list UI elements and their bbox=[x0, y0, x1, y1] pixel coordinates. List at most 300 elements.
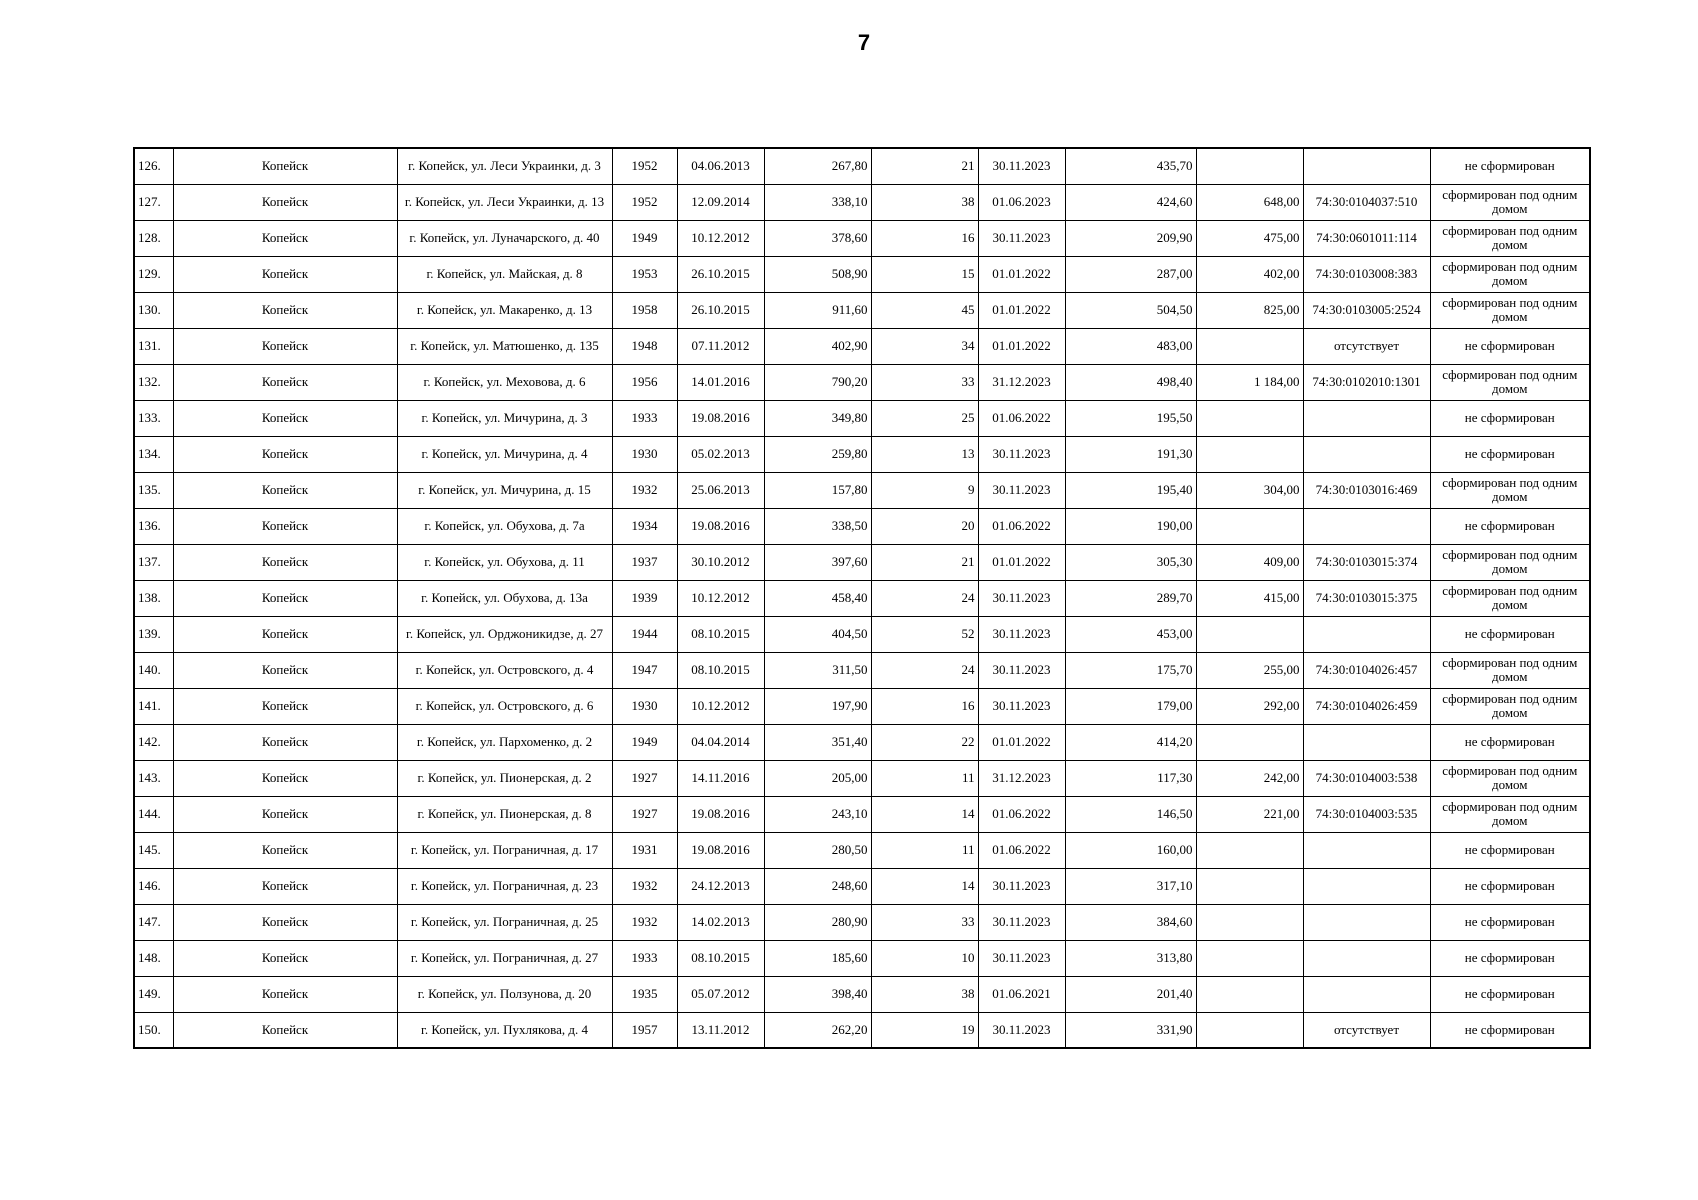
cadastral-number-cell: 74:30:0104037:510 bbox=[1303, 184, 1430, 220]
recognition-date-cell: 19.08.2016 bbox=[677, 796, 764, 832]
cadastral-number-cell bbox=[1303, 508, 1430, 544]
land-status-cell: сформирован под одним домом bbox=[1430, 472, 1590, 508]
row-number: 136. bbox=[134, 508, 173, 544]
land-area-cell bbox=[1196, 436, 1303, 472]
land-area-cell: 242,00 bbox=[1196, 760, 1303, 796]
row-number: 146. bbox=[134, 868, 173, 904]
recognition-date-cell: 14.11.2016 bbox=[677, 760, 764, 796]
recognition-date-cell: 25.06.2013 bbox=[677, 472, 764, 508]
recognition-date-cell: 04.04.2014 bbox=[677, 724, 764, 760]
row-number: 134. bbox=[134, 436, 173, 472]
area-cell: 243,10 bbox=[764, 796, 871, 832]
year-built-cell: 1957 bbox=[612, 1012, 677, 1048]
row-number: 126. bbox=[134, 148, 173, 184]
land-area-cell: 475,00 bbox=[1196, 220, 1303, 256]
recognition-date-cell: 30.10.2012 bbox=[677, 544, 764, 580]
residents-cell: 14 bbox=[871, 868, 978, 904]
residents-cell: 33 bbox=[871, 904, 978, 940]
volume-cell: 331,90 bbox=[1065, 1012, 1196, 1048]
recognition-date-cell: 26.10.2015 bbox=[677, 292, 764, 328]
row-number: 132. bbox=[134, 364, 173, 400]
residents-cell: 11 bbox=[871, 760, 978, 796]
residents-cell: 34 bbox=[871, 328, 978, 364]
residents-cell: 16 bbox=[871, 688, 978, 724]
city-cell: Копейск bbox=[173, 796, 397, 832]
area-cell: 267,80 bbox=[764, 148, 871, 184]
year-built-cell: 1933 bbox=[612, 400, 677, 436]
area-cell: 338,50 bbox=[764, 508, 871, 544]
table-row bbox=[134, 904, 1590, 940]
table-row bbox=[134, 328, 1590, 364]
land-status-cell: не сформирован bbox=[1430, 904, 1590, 940]
planned-date-cell: 01.01.2022 bbox=[978, 724, 1065, 760]
year-built-cell: 1932 bbox=[612, 472, 677, 508]
planned-date-cell: 30.11.2023 bbox=[978, 436, 1065, 472]
residents-cell: 25 bbox=[871, 400, 978, 436]
residents-cell: 24 bbox=[871, 652, 978, 688]
row-number: 129. bbox=[134, 256, 173, 292]
planned-date-cell: 01.06.2022 bbox=[978, 400, 1065, 436]
address-cell: г. Копейск, ул. Пограничная, д. 23 bbox=[397, 868, 612, 904]
address-cell: г. Копейск, ул. Пархоменко, д. 2 bbox=[397, 724, 612, 760]
recognition-date-cell: 19.08.2016 bbox=[677, 508, 764, 544]
volume-cell: 289,70 bbox=[1065, 580, 1196, 616]
table-body bbox=[134, 148, 1590, 1048]
cadastral-number-cell: отсутствует bbox=[1303, 1012, 1430, 1048]
row-number: 127. bbox=[134, 184, 173, 220]
planned-date-cell: 31.12.2023 bbox=[978, 760, 1065, 796]
volume-cell: 504,50 bbox=[1065, 292, 1196, 328]
land-area-cell: 255,00 bbox=[1196, 652, 1303, 688]
table-row bbox=[134, 544, 1590, 580]
address-cell: г. Копейск, ул. Пионерская, д. 2 bbox=[397, 760, 612, 796]
land-status-cell: не сформирован bbox=[1430, 724, 1590, 760]
volume-cell: 453,00 bbox=[1065, 616, 1196, 652]
row-number: 130. bbox=[134, 292, 173, 328]
address-cell: г. Копейск, ул. Пограничная, д. 17 bbox=[397, 832, 612, 868]
land-status-cell: не сформирован bbox=[1430, 436, 1590, 472]
planned-date-cell: 30.11.2023 bbox=[978, 472, 1065, 508]
area-cell: 185,60 bbox=[764, 940, 871, 976]
land-status-cell: сформирован под одним домом bbox=[1430, 544, 1590, 580]
recognition-date-cell: 26.10.2015 bbox=[677, 256, 764, 292]
residents-cell: 10 bbox=[871, 940, 978, 976]
residents-cell: 19 bbox=[871, 1012, 978, 1048]
year-built-cell: 1952 bbox=[612, 184, 677, 220]
residents-cell: 33 bbox=[871, 364, 978, 400]
area-cell: 280,50 bbox=[764, 832, 871, 868]
cadastral-number-cell: отсутствует bbox=[1303, 328, 1430, 364]
table-row bbox=[134, 940, 1590, 976]
land-status-cell: не сформирован bbox=[1430, 508, 1590, 544]
row-number: 149. bbox=[134, 976, 173, 1012]
year-built-cell: 1932 bbox=[612, 868, 677, 904]
land-status-cell: не сформирован bbox=[1430, 616, 1590, 652]
planned-date-cell: 01.01.2022 bbox=[978, 292, 1065, 328]
residents-cell: 38 bbox=[871, 976, 978, 1012]
row-number: 145. bbox=[134, 832, 173, 868]
volume-cell: 305,30 bbox=[1065, 544, 1196, 580]
recognition-date-cell: 10.12.2012 bbox=[677, 220, 764, 256]
planned-date-cell: 30.11.2023 bbox=[978, 616, 1065, 652]
cadastral-number-cell bbox=[1303, 724, 1430, 760]
recognition-date-cell: 14.01.2016 bbox=[677, 364, 764, 400]
land-status-cell: сформирован под одним домом bbox=[1430, 688, 1590, 724]
residents-cell: 13 bbox=[871, 436, 978, 472]
address-cell: г. Копейск, ул. Пограничная, д. 25 bbox=[397, 904, 612, 940]
address-cell: г. Копейск, ул. Обухова, д. 7а bbox=[397, 508, 612, 544]
row-number: 142. bbox=[134, 724, 173, 760]
city-cell: Копейск bbox=[173, 760, 397, 796]
table-row bbox=[134, 796, 1590, 832]
area-cell: 259,80 bbox=[764, 436, 871, 472]
volume-cell: 483,00 bbox=[1065, 328, 1196, 364]
address-cell: г. Копейск, ул. Матюшенко, д. 135 bbox=[397, 328, 612, 364]
planned-date-cell: 01.01.2022 bbox=[978, 256, 1065, 292]
area-cell: 349,80 bbox=[764, 400, 871, 436]
cadastral-number-cell: 74:30:0104026:457 bbox=[1303, 652, 1430, 688]
planned-date-cell: 30.11.2023 bbox=[978, 580, 1065, 616]
residents-cell: 16 bbox=[871, 220, 978, 256]
land-area-cell: 304,00 bbox=[1196, 472, 1303, 508]
land-status-cell: не сформирован bbox=[1430, 148, 1590, 184]
area-cell: 404,50 bbox=[764, 616, 871, 652]
land-status-cell: не сформирован bbox=[1430, 868, 1590, 904]
volume-cell: 201,40 bbox=[1065, 976, 1196, 1012]
area-cell: 911,60 bbox=[764, 292, 871, 328]
table-row bbox=[134, 1012, 1590, 1048]
recognition-date-cell: 07.11.2012 bbox=[677, 328, 764, 364]
table-row bbox=[134, 436, 1590, 472]
land-area-cell bbox=[1196, 148, 1303, 184]
area-cell: 508,90 bbox=[764, 256, 871, 292]
address-cell: г. Копейск, ул. Пухлякова, д. 4 bbox=[397, 1012, 612, 1048]
land-area-cell bbox=[1196, 904, 1303, 940]
address-cell: г. Копейск, ул. Пионерская, д. 8 bbox=[397, 796, 612, 832]
volume-cell: 414,20 bbox=[1065, 724, 1196, 760]
cadastral-number-cell bbox=[1303, 868, 1430, 904]
city-cell: Копейск bbox=[173, 976, 397, 1012]
planned-date-cell: 30.11.2023 bbox=[978, 220, 1065, 256]
cadastral-number-cell: 74:30:0103015:374 bbox=[1303, 544, 1430, 580]
residents-cell: 20 bbox=[871, 508, 978, 544]
address-cell: г. Копейск, ул. Орджоникидзе, д. 27 bbox=[397, 616, 612, 652]
row-number: 138. bbox=[134, 580, 173, 616]
volume-cell: 195,40 bbox=[1065, 472, 1196, 508]
year-built-cell: 1927 bbox=[612, 760, 677, 796]
cadastral-number-cell bbox=[1303, 976, 1430, 1012]
table-row bbox=[134, 148, 1590, 184]
land-status-cell: не сформирован bbox=[1430, 832, 1590, 868]
volume-cell: 190,00 bbox=[1065, 508, 1196, 544]
address-cell: г. Копейск, ул. Пограничная, д. 27 bbox=[397, 940, 612, 976]
table-row bbox=[134, 976, 1590, 1012]
land-status-cell: сформирован под одним домом bbox=[1430, 652, 1590, 688]
address-cell: г. Копейск, ул. Леси Украинки, д. 13 bbox=[397, 184, 612, 220]
land-area-cell: 825,00 bbox=[1196, 292, 1303, 328]
land-area-cell: 648,00 bbox=[1196, 184, 1303, 220]
land-area-cell bbox=[1196, 832, 1303, 868]
year-built-cell: 1952 bbox=[612, 148, 677, 184]
land-status-cell: сформирован под одним домом bbox=[1430, 220, 1590, 256]
area-cell: 157,80 bbox=[764, 472, 871, 508]
recognition-date-cell: 13.11.2012 bbox=[677, 1012, 764, 1048]
city-cell: Копейск bbox=[173, 904, 397, 940]
residents-cell: 21 bbox=[871, 148, 978, 184]
year-built-cell: 1937 bbox=[612, 544, 677, 580]
city-cell: Копейск bbox=[173, 472, 397, 508]
table-row bbox=[134, 472, 1590, 508]
planned-date-cell: 01.01.2022 bbox=[978, 328, 1065, 364]
city-cell: Копейск bbox=[173, 832, 397, 868]
table-row bbox=[134, 652, 1590, 688]
land-area-cell: 415,00 bbox=[1196, 580, 1303, 616]
table-row bbox=[134, 256, 1590, 292]
cadastral-number-cell: 74:30:0601011:114 bbox=[1303, 220, 1430, 256]
area-cell: 248,60 bbox=[764, 868, 871, 904]
land-area-cell bbox=[1196, 724, 1303, 760]
area-cell: 397,60 bbox=[764, 544, 871, 580]
city-cell: Копейск bbox=[173, 508, 397, 544]
area-cell: 311,50 bbox=[764, 652, 871, 688]
page-number: 7 bbox=[857, 30, 871, 55]
table-row bbox=[134, 760, 1590, 796]
residents-cell: 52 bbox=[871, 616, 978, 652]
table-row bbox=[134, 724, 1590, 760]
year-built-cell: 1939 bbox=[612, 580, 677, 616]
land-status-cell: сформирован под одним домом bbox=[1430, 364, 1590, 400]
volume-cell: 313,80 bbox=[1065, 940, 1196, 976]
area-cell: 280,90 bbox=[764, 904, 871, 940]
volume-cell: 209,90 bbox=[1065, 220, 1196, 256]
volume-cell: 317,10 bbox=[1065, 868, 1196, 904]
table-row bbox=[134, 688, 1590, 724]
row-number: 133. bbox=[134, 400, 173, 436]
volume-cell: 498,40 bbox=[1065, 364, 1196, 400]
residents-cell: 45 bbox=[871, 292, 978, 328]
volume-cell: 384,60 bbox=[1065, 904, 1196, 940]
row-number: 131. bbox=[134, 328, 173, 364]
land-status-cell: сформирован под одним домом bbox=[1430, 292, 1590, 328]
volume-cell: 179,00 bbox=[1065, 688, 1196, 724]
land-area-cell bbox=[1196, 508, 1303, 544]
recognition-date-cell: 19.08.2016 bbox=[677, 832, 764, 868]
land-area-cell: 402,00 bbox=[1196, 256, 1303, 292]
recognition-date-cell: 08.10.2015 bbox=[677, 652, 764, 688]
table-row bbox=[134, 220, 1590, 256]
cadastral-number-cell: 74:30:0103005:2524 bbox=[1303, 292, 1430, 328]
year-built-cell: 1949 bbox=[612, 220, 677, 256]
address-cell: г. Копейск, ул. Ползунова, д. 20 bbox=[397, 976, 612, 1012]
volume-cell: 175,70 bbox=[1065, 652, 1196, 688]
row-number: 140. bbox=[134, 652, 173, 688]
table-row bbox=[134, 508, 1590, 544]
year-built-cell: 1930 bbox=[612, 436, 677, 472]
year-built-cell: 1948 bbox=[612, 328, 677, 364]
area-cell: 351,40 bbox=[764, 724, 871, 760]
land-status-cell: сформирован под одним домом bbox=[1430, 760, 1590, 796]
land-status-cell: сформирован под одним домом bbox=[1430, 580, 1590, 616]
residents-cell: 14 bbox=[871, 796, 978, 832]
area-cell: 458,40 bbox=[764, 580, 871, 616]
city-cell: Копейск bbox=[173, 148, 397, 184]
recognition-date-cell: 10.12.2012 bbox=[677, 688, 764, 724]
city-cell: Копейск bbox=[173, 688, 397, 724]
cadastral-number-cell bbox=[1303, 436, 1430, 472]
year-built-cell: 1958 bbox=[612, 292, 677, 328]
table-row bbox=[134, 292, 1590, 328]
city-cell: Копейск bbox=[173, 364, 397, 400]
area-cell: 262,20 bbox=[764, 1012, 871, 1048]
year-built-cell: 1927 bbox=[612, 796, 677, 832]
planned-date-cell: 30.11.2023 bbox=[978, 688, 1065, 724]
year-built-cell: 1956 bbox=[612, 364, 677, 400]
year-built-cell: 1947 bbox=[612, 652, 677, 688]
area-cell: 197,90 bbox=[764, 688, 871, 724]
area-cell: 338,10 bbox=[764, 184, 871, 220]
cadastral-number-cell bbox=[1303, 148, 1430, 184]
planned-date-cell: 01.06.2022 bbox=[978, 796, 1065, 832]
address-cell: г. Копейск, ул. Майская, д. 8 bbox=[397, 256, 612, 292]
address-cell: г. Копейск, ул. Луначарского, д. 40 bbox=[397, 220, 612, 256]
land-status-cell: не сформирован bbox=[1430, 400, 1590, 436]
table-row bbox=[134, 868, 1590, 904]
planned-date-cell: 01.06.2022 bbox=[978, 508, 1065, 544]
volume-cell: 435,70 bbox=[1065, 148, 1196, 184]
row-number: 148. bbox=[134, 940, 173, 976]
city-cell: Копейск bbox=[173, 436, 397, 472]
recognition-date-cell: 05.07.2012 bbox=[677, 976, 764, 1012]
row-number: 141. bbox=[134, 688, 173, 724]
volume-cell: 287,00 bbox=[1065, 256, 1196, 292]
residents-cell: 15 bbox=[871, 256, 978, 292]
address-cell: г. Копейск, ул. Обухова, д. 13а bbox=[397, 580, 612, 616]
residents-cell: 11 bbox=[871, 832, 978, 868]
recognition-date-cell: 10.12.2012 bbox=[677, 580, 764, 616]
land-status-cell: сформирован под одним домом bbox=[1430, 184, 1590, 220]
cadastral-number-cell bbox=[1303, 940, 1430, 976]
address-cell: г. Копейск, ул. Леси Украинки, д. 3 bbox=[397, 148, 612, 184]
recognition-date-cell: 04.06.2013 bbox=[677, 148, 764, 184]
cadastral-number-cell: 74:30:0103016:469 bbox=[1303, 472, 1430, 508]
land-area-cell: 1 184,00 bbox=[1196, 364, 1303, 400]
cadastral-number-cell: 74:30:0104026:459 bbox=[1303, 688, 1430, 724]
planned-date-cell: 30.11.2023 bbox=[978, 1012, 1065, 1048]
land-status-cell: не сформирован bbox=[1430, 976, 1590, 1012]
row-number: 137. bbox=[134, 544, 173, 580]
land-status-cell: не сформирован bbox=[1430, 328, 1590, 364]
cadastral-number-cell bbox=[1303, 832, 1430, 868]
cadastral-number-cell: 74:30:0104003:538 bbox=[1303, 760, 1430, 796]
address-cell: г. Копейск, ул. Островского, д. 4 bbox=[397, 652, 612, 688]
year-built-cell: 1934 bbox=[612, 508, 677, 544]
planned-date-cell: 30.11.2023 bbox=[978, 904, 1065, 940]
recognition-date-cell: 14.02.2013 bbox=[677, 904, 764, 940]
city-cell: Копейск bbox=[173, 616, 397, 652]
city-cell: Копейск bbox=[173, 940, 397, 976]
land-area-cell bbox=[1196, 940, 1303, 976]
planned-date-cell: 01.06.2023 bbox=[978, 184, 1065, 220]
year-built-cell: 1949 bbox=[612, 724, 677, 760]
land-status-cell: не сформирован bbox=[1430, 940, 1590, 976]
year-built-cell: 1944 bbox=[612, 616, 677, 652]
land-area-cell bbox=[1196, 616, 1303, 652]
address-cell: г. Копейск, ул. Меховова, д. 6 bbox=[397, 364, 612, 400]
year-built-cell: 1931 bbox=[612, 832, 677, 868]
residents-cell: 21 bbox=[871, 544, 978, 580]
land-area-cell: 292,00 bbox=[1196, 688, 1303, 724]
city-cell: Копейск bbox=[173, 400, 397, 436]
volume-cell: 146,50 bbox=[1065, 796, 1196, 832]
cadastral-number-cell bbox=[1303, 400, 1430, 436]
area-cell: 402,90 bbox=[764, 328, 871, 364]
cadastral-number-cell: 74:30:0102010:1301 bbox=[1303, 364, 1430, 400]
city-cell: Копейск bbox=[173, 580, 397, 616]
city-cell: Копейск bbox=[173, 868, 397, 904]
planned-date-cell: 31.12.2023 bbox=[978, 364, 1065, 400]
table-row bbox=[134, 832, 1590, 868]
year-built-cell: 1933 bbox=[612, 940, 677, 976]
housing-registry-table bbox=[133, 147, 1591, 1049]
volume-cell: 195,50 bbox=[1065, 400, 1196, 436]
city-cell: Копейск bbox=[173, 652, 397, 688]
city-cell: Копейск bbox=[173, 328, 397, 364]
area-cell: 398,40 bbox=[764, 976, 871, 1012]
cadastral-number-cell: 74:30:0103008:383 bbox=[1303, 256, 1430, 292]
land-area-cell bbox=[1196, 328, 1303, 364]
row-number: 150. bbox=[134, 1012, 173, 1048]
row-number: 147. bbox=[134, 904, 173, 940]
planned-date-cell: 30.11.2023 bbox=[978, 148, 1065, 184]
volume-cell: 117,30 bbox=[1065, 760, 1196, 796]
area-cell: 205,00 bbox=[764, 760, 871, 796]
address-cell: г. Копейск, ул. Обухова, д. 11 bbox=[397, 544, 612, 580]
planned-date-cell: 01.01.2022 bbox=[978, 544, 1065, 580]
area-cell: 790,20 bbox=[764, 364, 871, 400]
city-cell: Копейск bbox=[173, 1012, 397, 1048]
address-cell: г. Копейск, ул. Макаренко, д. 13 bbox=[397, 292, 612, 328]
residents-cell: 38 bbox=[871, 184, 978, 220]
planned-date-cell: 01.06.2021 bbox=[978, 976, 1065, 1012]
recognition-date-cell: 08.10.2015 bbox=[677, 940, 764, 976]
volume-cell: 191,30 bbox=[1065, 436, 1196, 472]
table-row bbox=[134, 616, 1590, 652]
address-cell: г. Копейск, ул. Островского, д. 6 bbox=[397, 688, 612, 724]
row-number: 139. bbox=[134, 616, 173, 652]
city-cell: Копейск bbox=[173, 292, 397, 328]
volume-cell: 424,60 bbox=[1065, 184, 1196, 220]
year-built-cell: 1935 bbox=[612, 976, 677, 1012]
cadastral-number-cell: 74:30:0103015:375 bbox=[1303, 580, 1430, 616]
year-built-cell: 1932 bbox=[612, 904, 677, 940]
land-status-cell: не сформирован bbox=[1430, 1012, 1590, 1048]
recognition-date-cell: 12.09.2014 bbox=[677, 184, 764, 220]
cadastral-number-cell: 74:30:0104003:535 bbox=[1303, 796, 1430, 832]
land-status-cell: сформирован под одним домом bbox=[1430, 256, 1590, 292]
table-row bbox=[134, 580, 1590, 616]
table-row bbox=[134, 184, 1590, 220]
city-cell: Копейск bbox=[173, 724, 397, 760]
cadastral-number-cell bbox=[1303, 616, 1430, 652]
area-cell: 378,60 bbox=[764, 220, 871, 256]
address-cell: г. Копейск, ул. Мичурина, д. 15 bbox=[397, 472, 612, 508]
land-status-cell: сформирован под одним домом bbox=[1430, 796, 1590, 832]
volume-cell: 160,00 bbox=[1065, 832, 1196, 868]
residents-cell: 9 bbox=[871, 472, 978, 508]
year-built-cell: 1930 bbox=[612, 688, 677, 724]
land-area-cell: 221,00 bbox=[1196, 796, 1303, 832]
row-number: 128. bbox=[134, 220, 173, 256]
